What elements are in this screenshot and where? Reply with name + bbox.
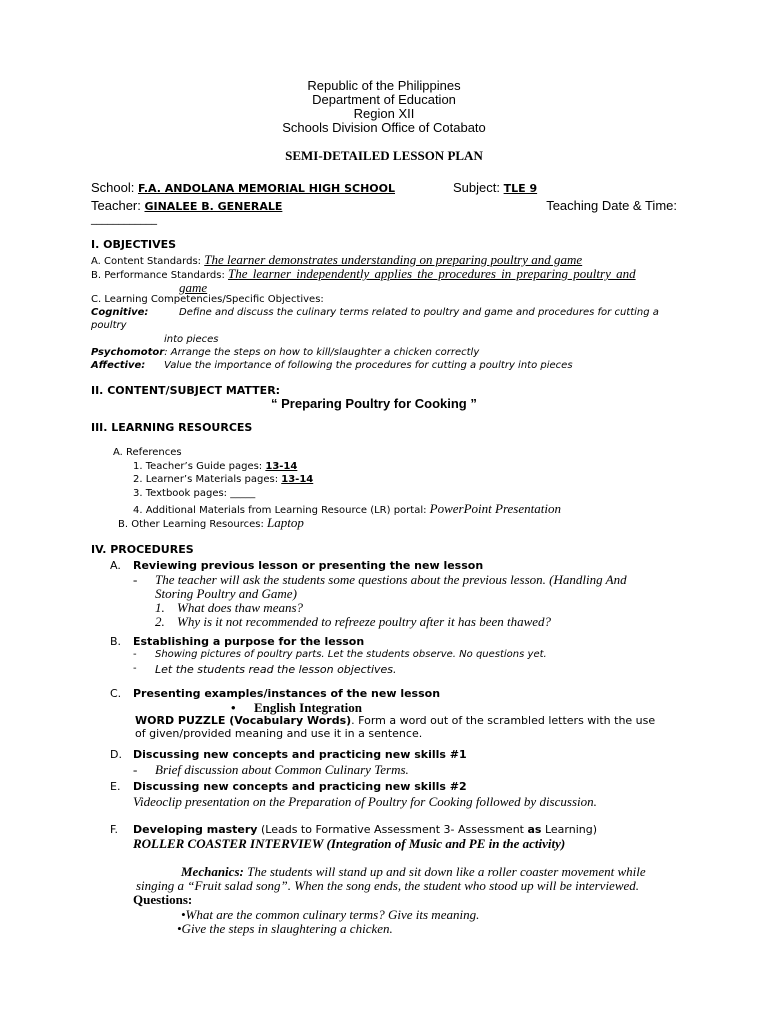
- psychomotor-row: [91, 347, 479, 358]
- objectives-heading: I. OBJECTIVES: [91, 238, 177, 251]
- proc-d-letter: D.: [110, 748, 122, 761]
- word-puzzle-label: WORD PUZZLE (Vocabulary Words): [135, 714, 352, 727]
- proc-b-text2: Let the students read the lesson objectives.: [155, 663, 397, 676]
- proc-e-title: Discussing new concepts and practicing new skills #2: [133, 780, 467, 793]
- teachers-guide-row: 1. Teacher’s Guide pages: 13-14: [133, 461, 298, 472]
- question-1: •What are the common culinary terms? Give its meaning.: [181, 907, 480, 922]
- learners-materials-pages: 13-14: [281, 474, 314, 485]
- teacher-value: GINALEE B. GENERALE: [144, 200, 283, 213]
- content-standards-text: The learner demonstrates understanding on preparing poultry and game: [204, 252, 583, 267]
- proc-c-sub: English Integration: [254, 700, 362, 715]
- teaching-date-label: Teaching Date & Time:: [546, 198, 677, 213]
- header-region: Region XII: [353, 106, 415, 121]
- psychomotor-text: : Arrange the steps on how to kill/slaughter a chicken correctly: [164, 347, 480, 358]
- mechanics-text-cont: singing a “Fruit salad song”. When the song ends, the student who stood up will be interviewed.: [136, 878, 640, 893]
- learners-materials-row: 2. Learner’s Materials pages: 13-14: [133, 474, 314, 485]
- teachers-guide-pages: 13-14: [265, 461, 298, 472]
- proc-c-letter: C.: [110, 687, 122, 700]
- proc-b-title: Establishing a purpose for the lesson: [133, 635, 365, 648]
- references-label: A. References: [113, 447, 182, 458]
- proc-a-text-cont: Storing Poultry and Game): [155, 586, 297, 601]
- cognitive-text-cont2: into pieces: [164, 334, 219, 345]
- mechanics-text: The students will stand up and sit down like a roller coaster movement while: [243, 864, 646, 879]
- resources-heading: III. LEARNING RESOURCES: [91, 421, 253, 434]
- performance-standards-text: The learner independently applies the procedures in preparing poultry and: [228, 266, 636, 281]
- proc-d-title: Discussing new concepts and practicing new skills #1: [133, 748, 467, 761]
- school-value: F.A. ANDOLANA MEMORIAL HIGH SCHOOL: [137, 182, 396, 195]
- content-topic: “ Preparing Poultry for Cooking ”: [271, 396, 477, 411]
- question-2: •Give the steps in slaughtering a chicken.: [177, 921, 393, 936]
- proc-c-bullet: •: [231, 700, 236, 715]
- proc-e-letter: E.: [110, 780, 121, 793]
- teacher-row: [91, 198, 282, 213]
- teacher-label: Teacher:: [91, 198, 145, 213]
- proc-d-dash: -: [133, 762, 138, 777]
- content-heading: II. CONTENT/SUBJECT MATTER:: [91, 384, 281, 397]
- proc-c-title: Presenting examples/instances of the new lesson: [133, 687, 441, 700]
- psychomotor-label: Psychomotor: [91, 347, 165, 358]
- subject-label: Subject:: [453, 180, 504, 195]
- proc-f-title-row: Developing mastery (Leads to Formative Assessment 3- Assessment as Learning): [133, 823, 598, 836]
- proc-f-title: Developing mastery: [133, 823, 258, 836]
- proc-a-title: Reviewing previous lesson or presenting the new lesson: [133, 559, 484, 572]
- textbook-pages-row: 3. Textbook pages: _____: [133, 488, 256, 499]
- performance-standards-cont: game: [179, 280, 208, 295]
- proc-d-text: Brief discussion about Common Culinary Terms.: [155, 762, 409, 777]
- competencies-label: C. Learning Competencies/Specific Objectives:: [91, 294, 324, 305]
- affective-label: Affective:: [91, 360, 146, 371]
- additional-materials-row: 4. Additional Materials from Learning Resource (LR) portal: PowerPoint Presentation: [133, 501, 561, 516]
- word-puzzle-text-cont: of given/provided meaning and use it in a sentence.: [135, 727, 423, 740]
- proc-b-dash2: -: [133, 663, 137, 674]
- affective-text: Value the importance of following the procedures for cutting a poultry into pieces: [164, 360, 573, 371]
- word-puzzle-row: [135, 714, 655, 727]
- questions-label: Questions:: [133, 892, 193, 907]
- subject-row: [453, 180, 537, 195]
- proc-f-letter: F.: [110, 823, 119, 836]
- proc-a-q1-num: 1.: [155, 600, 165, 615]
- proc-a-letter: A.: [110, 559, 121, 572]
- procedures-heading: IV. PROCEDURES: [91, 543, 194, 556]
- subject-value: TLE 9: [503, 182, 538, 195]
- proc-a-q2-num: 2.: [155, 614, 165, 629]
- proc-b-text1: Showing pictures of poultry parts. Let the students observe. No questions yet.: [155, 649, 547, 660]
- word-puzzle-text: . Form a word out of the scrambled letters with the use: [351, 714, 656, 727]
- cognitive-label: Cognitive:: [91, 307, 149, 318]
- proc-a-q2: Why is it not recommended to refreeze poultry after it has been thawed?: [177, 614, 552, 629]
- content-standards: A. Content Standards: The learner demonstrates understanding on preparing poultry and game: [91, 252, 583, 267]
- other-resources-value: Laptop: [267, 515, 304, 530]
- mechanics-label: Mechanics:: [181, 864, 244, 879]
- cognitive-text-cont: poultry: [91, 320, 127, 331]
- teaching-date-blank: ____________: [91, 212, 157, 225]
- header-republic: Republic of the Philippines: [307, 78, 461, 93]
- proc-b-dash1: -: [133, 649, 137, 660]
- proc-a-q1: What does thaw means?: [177, 600, 304, 615]
- other-resources-row: B. Other Learning Resources: Laptop: [118, 515, 304, 530]
- proc-f-sub: ROLLER COASTER INTERVIEW (Integration of Music and PE in the activity): [133, 836, 566, 851]
- header-division: Schools Division Office of Cotabato: [282, 120, 486, 135]
- proc-e-text: Videoclip presentation on the Preparation of Poultry for Cooking followed by discussion.: [133, 794, 597, 809]
- cognitive-text: Define and discuss the culinary terms related to poultry and game and procedures for cutting a: [179, 307, 659, 318]
- additional-materials-value: PowerPoint Presentation: [429, 501, 561, 516]
- school-row: [91, 180, 395, 195]
- proc-b-letter: B.: [110, 635, 122, 648]
- header-department: Department of Education: [312, 92, 456, 107]
- proc-a-text: The teacher will ask the students some questions about the previous lesson. (Handling And: [155, 572, 627, 587]
- school-label: School:: [91, 180, 138, 195]
- page-title: SEMI-DETAILED LESSON PLAN: [285, 148, 483, 163]
- proc-a-dash: -: [133, 572, 138, 587]
- performance-standards: B. Performance Standards: The learner independently applies the procedures in preparing poultry and: [91, 266, 636, 281]
